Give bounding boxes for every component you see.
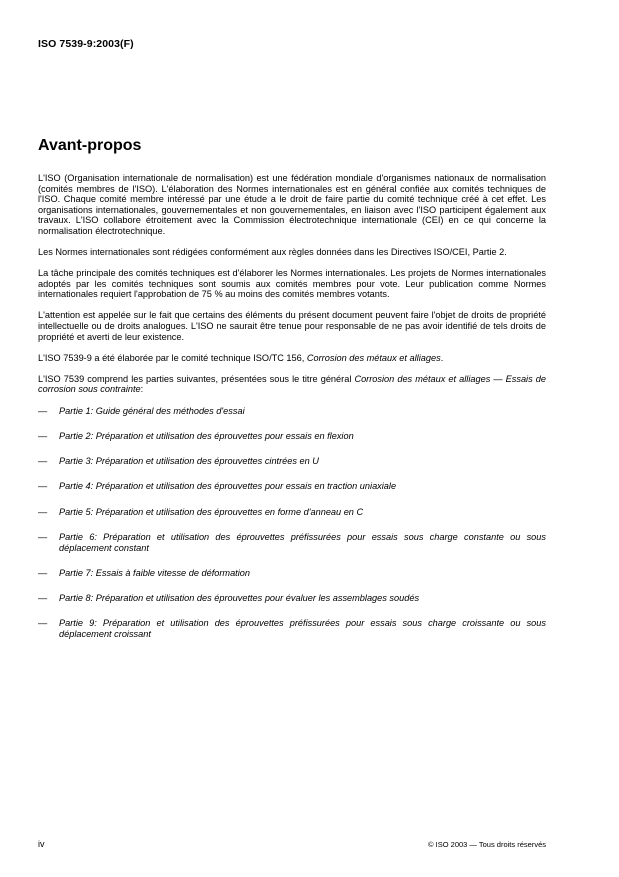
part-label: Partie 3: Préparation et utilisation des éprouvettes cintrées en U — [59, 456, 319, 467]
dash-bullet: — — [38, 430, 48, 441]
paragraph-iso-organisation: L'ISO (Organisation internationale de normalisation) est une fédération mondiale d'organismes nationaux de normalisation (comités membres de l'ISO). L'élaboration des Normes internationales est en général confiée aux comités techniques de l'ISO. Chaque comité membre intéressé par une étude a le droit de faire partie du comité technique créé à cet effet. Les organisations internationales, gouvernementales et non gouvernementales, en liaison avec l'ISO participent également aux travaux. L'ISO collabore étroitement avec la Commission électrotechnique internationale (CEI) en ce qui concerne la normalisation électrotechnique. — [38, 173, 546, 236]
part-label: Partie 1: Guide général des méthodes d'essai — [59, 405, 245, 416]
page-number: iv — [38, 839, 45, 849]
dash-bullet: — — [38, 618, 48, 629]
paragraph-technical-committees: La tâche principale des comités techniques est d'élaborer les Normes internationales. Les projets de Normes internationales adoptés par les comités techniques sont soumis aux comités membres pour vote. Leur publication comme Normes internationales requiert l'approbation de 75 % au moins des comités membres votants. — [38, 268, 546, 300]
document-identifier: ISO 7539-9:2003(F) — [38, 38, 134, 50]
committee-title: Corrosion des métaux et alliages — [306, 352, 441, 363]
list-item — [38, 532, 546, 553]
part-label: Partie 6: Préparation et utilisation des éprouvettes préfissurées pour essais sous charge constante ou sous déplacement constant — [59, 531, 546, 553]
part-label: Partie 2: Préparation et utilisation des éprouvettes pour essais en flexion — [59, 430, 354, 441]
part-label: Partie 5: Préparation et utilisation des éprouvettes en forme d'anneau en C — [59, 506, 364, 517]
preparation-suffix: . — [440, 352, 444, 363]
copyright-notice: © ISO 2003 — Tous droits réservés — [428, 840, 546, 849]
list-item — [38, 618, 546, 639]
paragraph-parts-intro — [38, 374, 546, 395]
part-label: Partie 7: Essais à faible vitesse de déformation — [59, 567, 250, 578]
dash-bullet: — — [38, 405, 48, 416]
paragraph-directives: Les Normes internationales sont rédigées conformément aux règles données dans les Directives ISO/CEI, Partie 2. — [38, 247, 507, 258]
list-item — [38, 406, 546, 417]
list-item — [38, 507, 546, 518]
list-item — [38, 431, 546, 442]
general-title: Corrosion des métaux et alliages — Essais de corrosion sous contrainte — [38, 373, 546, 395]
parts-intro-prefix: L'ISO 7539 comprend les parties suivantes, présentées sous le titre général — [38, 373, 355, 384]
parts-intro-suffix: : — [140, 384, 144, 395]
list-item — [38, 456, 546, 467]
dash-bullet: — — [38, 481, 48, 492]
page-title: Avant-propos — [38, 137, 142, 154]
preparation-prefix: L'ISO 7539-9 a été élaborée par le comité technique ISO/TC 156, — [38, 352, 307, 363]
document-body — [38, 173, 546, 654]
paragraph-preparation — [38, 353, 546, 364]
list-item — [38, 481, 546, 492]
part-label: Partie 8: Préparation et utilisation des éprouvettes pour évaluer les assemblages soudés — [59, 593, 420, 604]
paragraph-patent-rights: L'attention est appelée sur le fait que certains des éléments du présent document peuvent faire l'objet de droits de propriété intellectuelle ou de droits analogues. L'ISO ne saurait être tenue pour responsable de ne pas avoir identifié de tels droits de propriété et averti de leur existence. — [38, 310, 546, 342]
list-item — [38, 593, 546, 604]
dash-bullet: — — [38, 531, 48, 542]
dash-bullet: — — [38, 567, 48, 578]
parts-list — [38, 406, 546, 640]
dash-bullet: — — [38, 456, 48, 467]
list-item — [38, 568, 546, 579]
part-label: Partie 9: Préparation et utilisation des éprouvettes préfissurées pour essais sous charge croissante ou sous déplacement croissant — [59, 618, 546, 639]
dash-bullet: — — [38, 506, 48, 517]
dash-bullet: — — [38, 593, 48, 604]
part-label: Partie 4: Préparation et utilisation des éprouvettes pour essais en traction uniaxiale — [59, 481, 397, 492]
